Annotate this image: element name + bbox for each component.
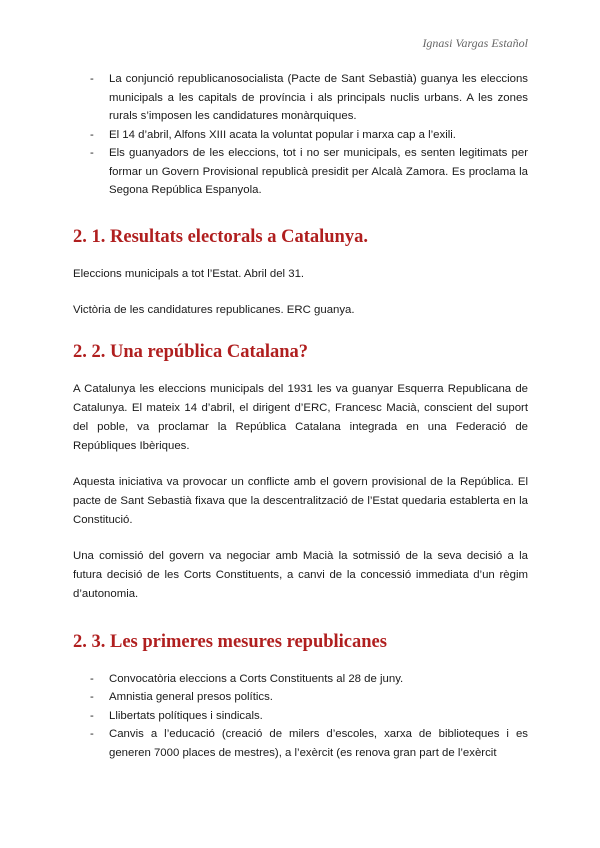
section-2-paragraph: Una comissió del govern va negociar amb Macià la sotmissió de la seva decisió a la futura decisió de les Corts Constituents, a canvi de la concessió immediata d’un règim d’autonomia. — [73, 549, 528, 600]
section-1-heading: 2. 1. Resultats electorals a Catalunya. — [73, 226, 368, 247]
list-marker: - — [90, 709, 94, 722]
list-item: - Canvis a l’educació (creació de milers d’escoles, xarxa de biblioteques i es generen 7000 places de mestres), a l’exèrcit (es renova gran part de l’exèrcit — [73, 725, 528, 762]
list-marker: - — [90, 691, 94, 703]
list-marker: - — [90, 73, 94, 85]
section-2-paragraph: Aquesta iniciativa va provocar un conflicte amb el govern provisional de la República. El pacte de Sant Sebastià fixava que la descentralització de l’Estat quedaria establerta en la Constitució. — [73, 475, 528, 526]
section-2-paragraph: A Catalunya les eleccions municipals del 1931 les va guanyar Esquerra Republicana de Catalunya. El mateix 14 d’abril, el dirigent d’ERC, Francesc Macià, conscient del suport del poble, va proclamar la República Catalana integrada en una Federació de Repúbliques Ibèriques. — [73, 382, 528, 452]
list-marker: - — [90, 147, 94, 159]
list-marker: - — [90, 672, 94, 685]
page-content — [73, 70, 528, 762]
section-1-paragraph: Victòria de les candidatures republicanes. ERC guanya. — [73, 303, 355, 316]
header-author: Ignasi Vargas Estañol — [422, 36, 528, 50]
list-item: - El 14 d’abril, Alfons XIII acata la voluntat popular i marxa cap a l’exili. — [73, 126, 528, 145]
list-item: - Amnistia general presos polítics. — [73, 688, 528, 707]
list-marker: - — [90, 128, 94, 141]
intro-list — [73, 70, 528, 200]
list-item: - Llibertats polítiques i sindicals. — [73, 707, 528, 726]
list-item: - Convocatòria eleccions a Corts Constituents al 28 de juny. — [73, 670, 528, 689]
list-item: - Els guanyadors de les eleccions, tot i no ser municipals, es senten legitimats per formar un Govern Provisional republicà presidit per Alcalà Zamora. Es proclama la Segona República Espanyola. — [73, 144, 528, 200]
section-2-heading: 2. 2. Una república Catalana? — [73, 341, 309, 362]
list-marker: - — [90, 728, 94, 740]
list-item: - La conjunció republicanosocialista (Pacte de Sant Sebastià) guanya les eleccions municipals a les capitals de província i als principals nuclis urbans. A les zones rurals s’imposen les candidatures monàrquiques. — [73, 70, 528, 126]
section-1-paragraph: Eleccions municipals a tot l’Estat. Abril del 31. — [73, 267, 305, 280]
section-3-heading: 2. 3. Les primeres mesures republicanes — [73, 631, 387, 652]
measures-list — [73, 670, 528, 763]
